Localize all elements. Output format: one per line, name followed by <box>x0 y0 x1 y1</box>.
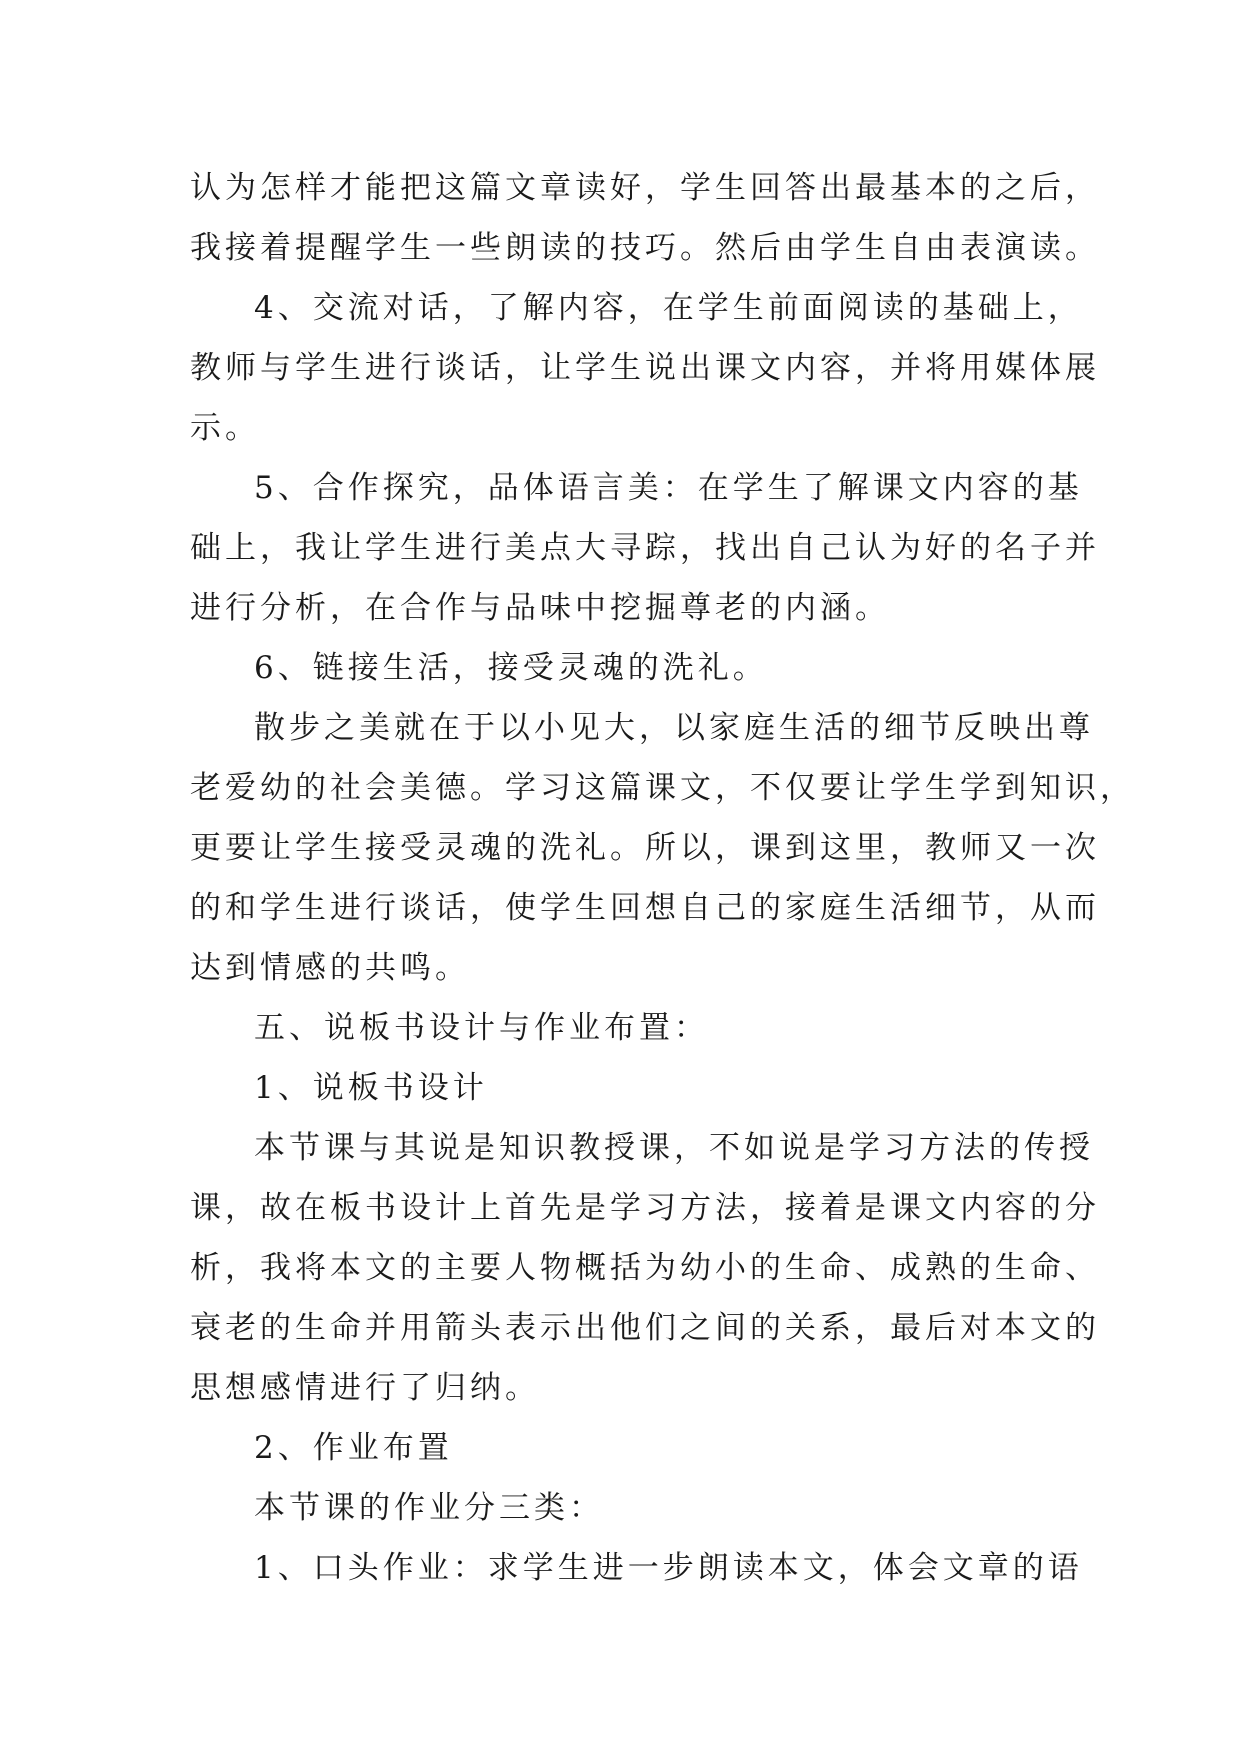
text-line: 1、口头作业：求学生进一步朗读本文，体会文章的语 <box>254 1550 1083 1586</box>
section-heading: 五、说板书设计与作业布置： <box>254 1010 709 1046</box>
text-line: 4、交流对话，了解内容，在学生前面阅读的基础上， <box>254 290 1083 326</box>
subsection-heading: 1、说板书设计 <box>254 1070 488 1106</box>
text-line: 析，我将本文的主要人物概括为幼小的生命、成熟的生命、 <box>190 1250 1100 1286</box>
subsection-heading: 2、作业布置 <box>254 1430 453 1466</box>
text-line: 认为怎样才能把这篇文章读好，学生回答出最基本的之后， <box>190 170 1100 206</box>
text-line: 教师与学生进行谈话，让学生说出课文内容，并将用媒体展 <box>190 350 1100 386</box>
text-line: 进行分析，在合作与品味中挖掘尊老的内涵。 <box>190 590 890 626</box>
text-line: 我接着提醒学生一些朗读的技巧。然后由学生自由表演读。 <box>190 230 1100 266</box>
text-line: 本节课的作业分三类： <box>254 1490 604 1526</box>
text-line: 达到情感的共鸣。 <box>190 950 470 986</box>
text-line: 的和学生进行谈话，使学生回想自己的家庭生活细节，从而 <box>190 890 1100 926</box>
text-line: 本节课与其说是知识教授课，不如说是学习方法的传授 <box>254 1130 1094 1166</box>
text-line: 课，故在板书设计上首先是学习方法，接着是课文内容的分 <box>190 1190 1100 1226</box>
text-line: 础上，我让学生进行美点大寻踪，找出自己认为好的名子并 <box>190 530 1100 566</box>
text-line: 思想感情进行了归纳。 <box>190 1370 540 1406</box>
text-line: 散步之美就在于以小见大，以家庭生活的细节反映出尊 <box>254 710 1094 746</box>
text-line: 5、合作探究，品体语言美：在学生了解课文内容的基 <box>254 470 1083 506</box>
text-line: 示。 <box>190 410 260 446</box>
text-line: 6、链接生活，接受灵魂的洗礼。 <box>254 650 768 686</box>
text-line: 衰老的生命并用箭头表示出他们之间的关系，最后对本文的 <box>190 1310 1100 1346</box>
document-body <box>190 158 1135 1598</box>
text-line: 老爱幼的社会美德。学习这篇课文，不仅要让学生学到知识， <box>190 770 1135 806</box>
text-line: 更要让学生接受灵魂的洗礼。所以，课到这里，教师又一次 <box>190 830 1100 866</box>
